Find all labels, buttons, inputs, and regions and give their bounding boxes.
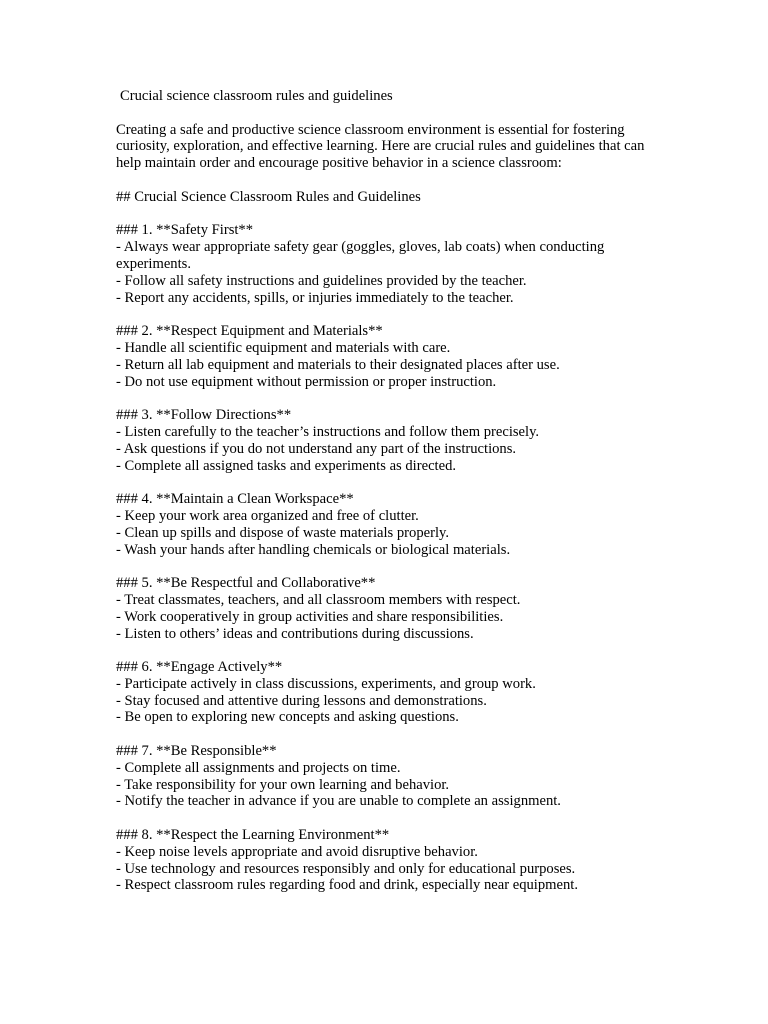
bullet-item: - Complete all assigned tasks and experiments as directed. <box>116 457 457 474</box>
bullet-item: - Follow all safety instructions and guidelines provided by the teacher. <box>116 272 527 289</box>
rule-section-2 <box>116 323 656 390</box>
bullet-item: - Notify the teacher in advance if you are unable to complete an assignment. <box>116 793 561 810</box>
section-heading: ### 8. **Respect the Learning Environment** <box>116 827 390 844</box>
section-heading: ### 2. **Respect Equipment and Materials** <box>116 323 383 340</box>
bullet-item: - Do not use equipment without permission or proper instruction. <box>116 373 497 390</box>
bullet-item: - Always wear appropriate safety gear (goggles, gloves, lab coats) when conducting experiments. <box>116 239 605 272</box>
bullet-item: - Respect classroom rules regarding food and drink, especially near equipment. <box>116 877 578 894</box>
section-heading: ### 4. **Maintain a Clean Workspace** <box>116 491 354 508</box>
bullet-item: - Participate actively in class discussions, experiments, and group work. <box>116 675 536 692</box>
section-heading: ### 6. **Engage Actively** <box>116 659 283 676</box>
rule-section-5 <box>116 575 656 642</box>
main-heading: ## Crucial Science Classroom Rules and Guidelines <box>116 188 421 205</box>
document-page <box>116 88 656 911</box>
bullet-item: - Listen to others’ ideas and contributions during discussions. <box>116 625 474 642</box>
rule-section-3 <box>116 407 656 474</box>
bullet-item: - Return all lab equipment and materials to their designated places after use. <box>116 356 560 373</box>
rule-section-4 <box>116 491 656 558</box>
rule-section-6 <box>116 659 656 726</box>
rule-section-8 <box>116 827 656 894</box>
bullet-item: - Keep your work area organized and free of clutter. <box>116 507 419 524</box>
bullet-item: - Keep noise levels appropriate and avoid disruptive behavior. <box>116 843 478 860</box>
document-title: Crucial science classroom rules and guidelines <box>120 88 393 104</box>
rule-section-7 <box>116 743 656 810</box>
bullet-item: - Treat classmates, teachers, and all classroom members with respect. <box>116 591 521 608</box>
bullet-item: - Work cooperatively in group activities and share responsibilities. <box>116 608 504 625</box>
section-heading: ### 5. **Be Respectful and Collaborative** <box>116 575 376 592</box>
section-heading: ### 3. **Follow Directions** <box>116 407 292 424</box>
bullet-item: - Wash your hands after handling chemicals or biological materials. <box>116 541 511 558</box>
bullet-item: - Stay focused and attentive during lessons and demonstrations. <box>116 692 487 709</box>
intro-paragraph: Creating a safe and productive science classroom environment is essential for fostering curiosity, exploration, and effective learning. Here are crucial rules and guidelines that can help maintain order and encourage positive behavior in a science classroom: <box>116 121 645 172</box>
bullet-item: - Be open to exploring new concepts and asking questions. <box>116 709 459 726</box>
bullet-item: - Clean up spills and dispose of waste materials properly. <box>116 524 450 541</box>
bullet-item: - Take responsibility for your own learning and behavior. <box>116 776 450 793</box>
bullet-item: - Use technology and resources responsibly and only for educational purposes. <box>116 860 576 877</box>
bullet-item: - Handle all scientific equipment and materials with care. <box>116 339 451 356</box>
bullet-item: - Ask questions if you do not understand any part of the instructions. <box>116 440 517 457</box>
section-heading: ### 1. **Safety First** <box>116 222 254 239</box>
bullet-item: - Listen carefully to the teacher’s instructions and follow them precisely. <box>116 423 540 440</box>
bullet-item: - Complete all assignments and projects on time. <box>116 759 401 776</box>
section-heading: ### 7. **Be Responsible** <box>116 743 277 760</box>
bullet-item: - Report any accidents, spills, or injuries immediately to the teacher. <box>116 289 514 306</box>
rule-section-1 <box>116 222 656 306</box>
